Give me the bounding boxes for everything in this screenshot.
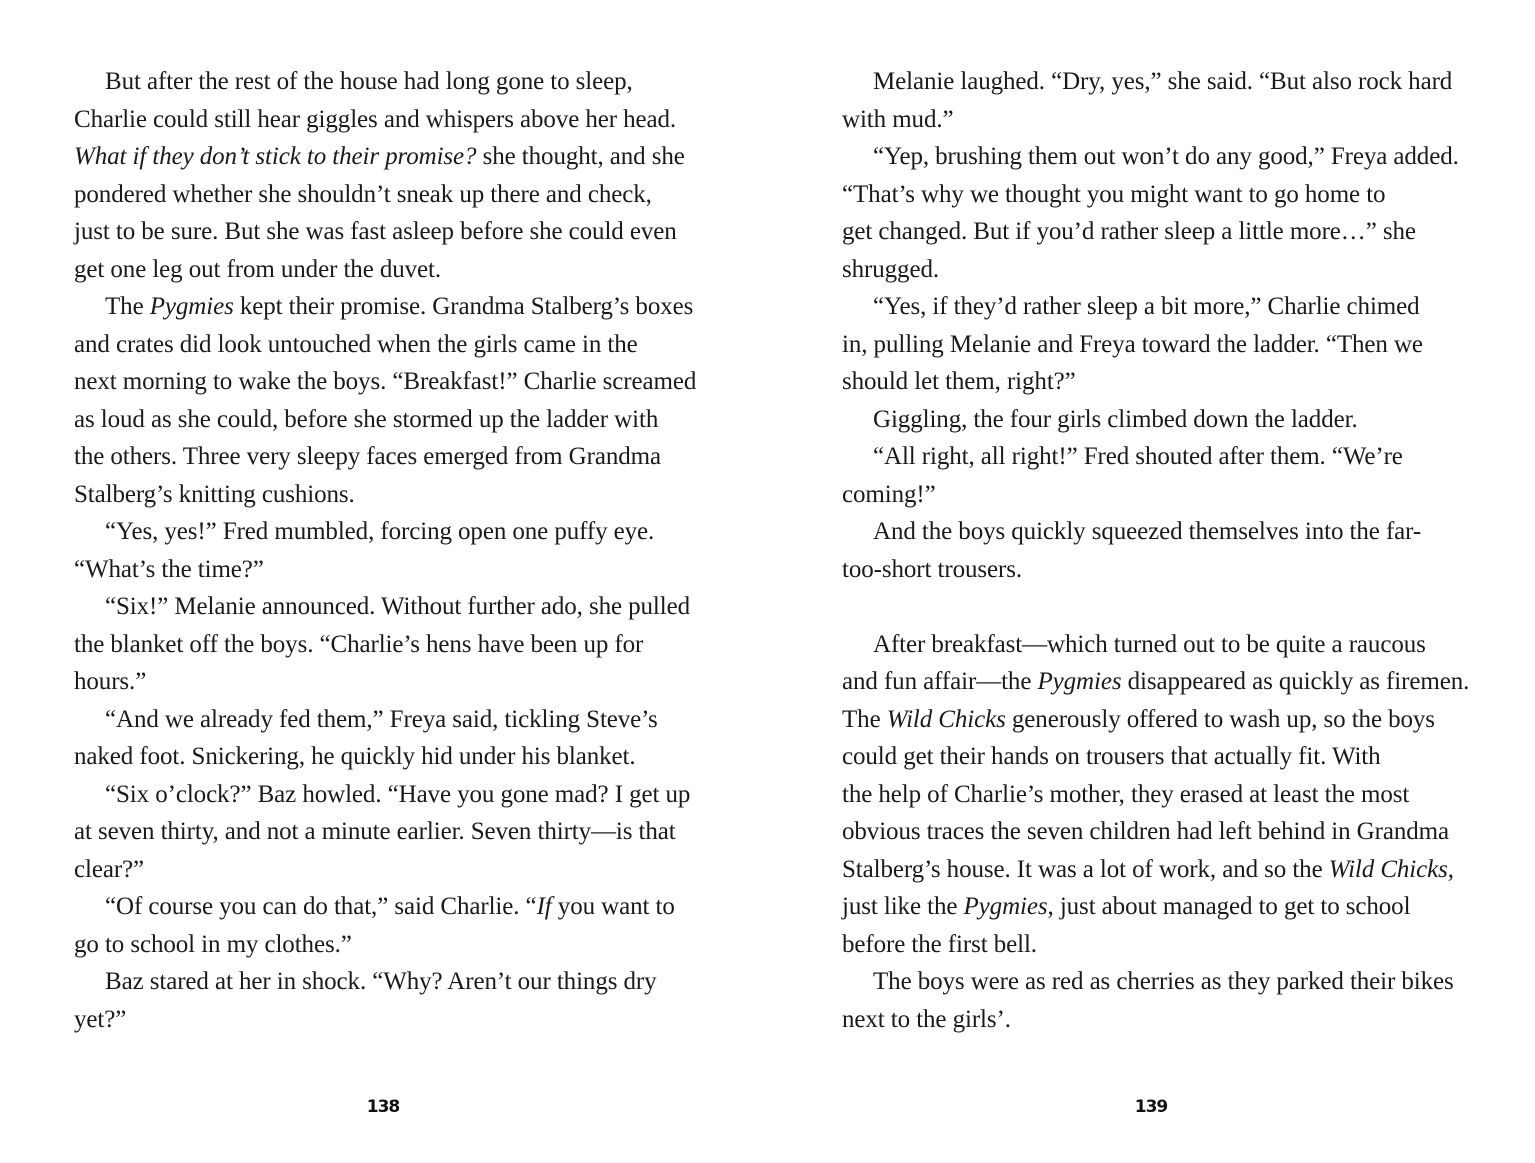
text-line: get changed. But if you’d rather sleep a little more…” she [842, 218, 1416, 245]
text-line: at seven thirty, and not a minute earlier. Seven thirty—is that [74, 818, 676, 845]
text-line: get one leg out from under the duvet. [74, 255, 442, 283]
text-line: go to school in my clothes.” [74, 930, 352, 958]
text-segment: and fun affair—the [842, 668, 1038, 695]
text-line: “Yep, brushing them out won’t do any good,” Freya added. [873, 143, 1459, 170]
text-line: could get their hands on trousers that actually fit. With [842, 743, 1381, 770]
text-line: the blanket off the boys. “Charlie’s hens have been up for [74, 630, 644, 658]
text-line: shrugged. [842, 255, 940, 283]
text-line [842, 701, 1467, 739]
text-segment: , just about managed to get to school [1047, 893, 1411, 920]
text-line: as loud as she could, before she stormed up the ladder with [74, 405, 659, 433]
text-line: Stalberg’s knitting cushions. [74, 480, 355, 508]
text-line: pondered whether she shouldn’t sneak up there and check, [74, 180, 652, 208]
text-segment: you want to [551, 893, 675, 920]
text-line: too-short trousers. [842, 555, 1023, 583]
text-line: next morning to wake the boys. “Breakfast!” Charlie screamed [74, 368, 697, 395]
text-segment: “Of course you can do that,” said Charlie. “ [105, 893, 537, 920]
italic-text: If [536, 893, 552, 920]
text-line [842, 851, 1467, 889]
text-segment: she thought, and she [476, 143, 685, 170]
text-line: the others. Three very sleepy faces emerged from Grandma [74, 443, 661, 470]
text-line: Baz stared at her in shock. “Why? Aren’t our things dry [105, 968, 657, 995]
text-segment: generously offered to wash up, so the boys [1005, 705, 1435, 733]
text-line: But after the rest of the house had long gone to sleep, [105, 68, 633, 95]
text-line: with mud.” [842, 105, 954, 133]
text-line [842, 663, 1470, 701]
italic-text: Pygmies [963, 893, 1048, 920]
italic-text: Wild Chicks [886, 705, 1006, 733]
text-line: Giggling, the four girls climbed down the ladder. [873, 405, 1358, 433]
text-line: “All right, all right!” Fred shouted after them. “We’re [873, 443, 1403, 470]
text-segment: The [842, 705, 887, 733]
text-segment: The [105, 293, 150, 320]
italic-text: Wild Chicks [1328, 855, 1448, 883]
text-line: hours.” [74, 668, 147, 695]
text-line: should let them, right?” [842, 368, 1076, 395]
text-line: “Yes, yes!” Fred mumbled, forcing open one puffy eye. [105, 518, 655, 545]
text-segment: disappeared as quickly as firemen. [1121, 668, 1470, 695]
right-page-text [842, 63, 1470, 1063]
text-line [74, 138, 699, 176]
text-segment: Stalberg’s house. It was a lot of work, and so the [842, 855, 1329, 883]
text-line: “Six!” Melanie announced. Without further ado, she pulled [105, 593, 691, 620]
right-page-number: 139 [1134, 1097, 1168, 1117]
text-line [842, 888, 1467, 926]
text-line: next to the girls’. [842, 1005, 1011, 1033]
text-line: yet?” [74, 1005, 127, 1033]
italic-text: Pygmies [1037, 668, 1122, 695]
left-page-text [74, 63, 699, 1063]
text-segment: , [1447, 855, 1454, 883]
text-line: obvious traces the seven children had left behind in Grandma [842, 818, 1450, 845]
text-line: naked foot. Snickering, he quickly hid under his blanket. [74, 743, 636, 770]
text-line: Charlie could still hear giggles and whispers above her head. [74, 105, 677, 133]
text-segment: kept their promise. Grandma Stalberg’s boxes [233, 293, 694, 320]
text-line: “That’s why we thought you might want to go home to [842, 180, 1386, 208]
text-line: coming!” [842, 480, 936, 508]
text-line: just to be sure. But she was fast asleep before she could even [74, 218, 677, 245]
text-line [74, 888, 699, 926]
text-line: clear?” [74, 855, 145, 883]
text-line: After breakfast—which turned out to be quite a raucous [873, 630, 1426, 658]
text-line: “And we already fed them,” Freya said, tickling Steve’s [105, 705, 658, 733]
left-page-number: 138 [366, 1097, 400, 1117]
text-line: The boys were as red as cherries as they parked their bikes [873, 968, 1454, 995]
text-line: “Six o’clock?” Baz howled. “Have you gone mad? I get up [105, 780, 691, 808]
text-line: “What’s the time?” [74, 555, 264, 583]
italic-text: What if they don’t stick to their promise? [74, 143, 477, 170]
text-line: And the boys quickly squeezed themselves into the far- [873, 518, 1422, 545]
italic-text: Pygmies [149, 293, 234, 320]
text-segment: just like the [842, 893, 964, 920]
text-line [74, 288, 699, 326]
text-line: in, pulling Melanie and Freya toward the ladder. “Then we [842, 330, 1423, 358]
text-line: Melanie laughed. “Dry, yes,” she said. “But also rock hard [873, 68, 1453, 95]
text-line: before the first bell. [842, 930, 1037, 958]
text-line: and crates did look untouched when the girls came in the [74, 330, 638, 358]
text-line: the help of Charlie’s mother, they erased at least the most [842, 780, 1410, 808]
text-line: “Yes, if they’d rather sleep a bit more,” Charlie chimed [873, 293, 1420, 320]
blank-line [842, 588, 1467, 626]
